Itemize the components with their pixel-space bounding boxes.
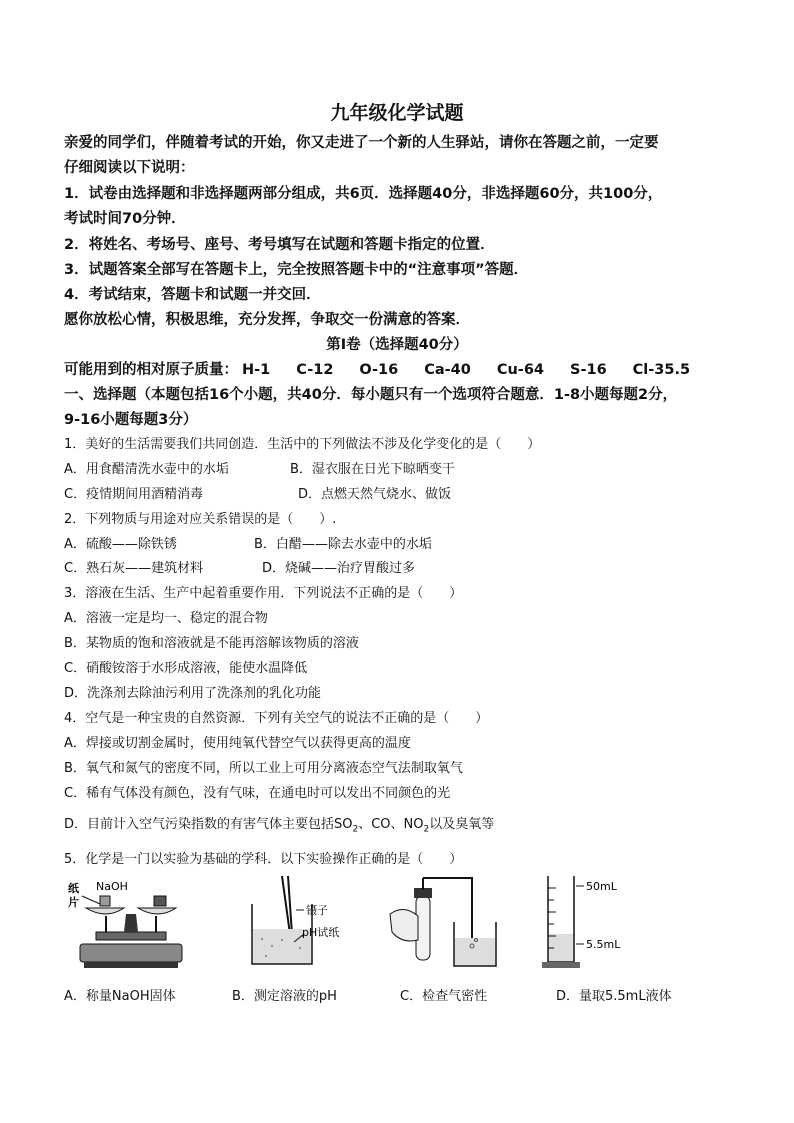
- instruction-4: 4．考试结束，答题卡和试题一并交回．: [64, 287, 321, 303]
- atom-mass: H-1: [242, 362, 271, 378]
- atom-mass: Ca-40: [424, 362, 471, 378]
- figure-caption-b: B．测定溶液的pH: [232, 989, 337, 1004]
- figure-caption-d: D．量取5.5mL液体: [556, 989, 672, 1004]
- atom-mass: O-16: [359, 362, 399, 378]
- fig-label-5-5ml: 5.5mL: [586, 938, 621, 951]
- question-1-options-cd: [64, 483, 451, 502]
- question-1-stem: 1．美好的生活需要我们共同创造．生活中的下列做法不涉及化学变化的是（ ）: [64, 437, 541, 452]
- fig-label-paper-1: 纸: [68, 882, 79, 895]
- atomic-masses: [64, 358, 716, 379]
- question-3-stem: 3．溶液在生活、生产中起着重要作用．下列说法不正确的是（ ）: [64, 586, 463, 601]
- section-heading: 第Ⅰ卷（选择题40分）: [326, 337, 468, 353]
- option-d: D．点燃天然气烧水、做饭: [298, 487, 452, 502]
- intro-line-2: 仔细阅读以下说明：: [64, 160, 195, 176]
- option-b: B．氧气和氮气的密度不同，所以工业上可用分离液态空气法制取氧气: [64, 761, 463, 776]
- fig-label-paper-2: 片: [68, 896, 79, 909]
- instruction-3: 3．试题答案全部写在答题卡上，完全按照答题卡中的“注意事项”答题．: [64, 262, 529, 278]
- atom-mass: C-12: [296, 362, 334, 378]
- page-title: 九年级化学试题: [330, 102, 464, 124]
- option-a: A．溶液一定是均一、稳定的混合物: [64, 611, 268, 626]
- option-a: A．硫酸——除铁锈: [64, 537, 177, 552]
- closing-line: 愿你放松心情，积极思维，充分发挥，争取交一份满意的答案．: [64, 312, 470, 328]
- cylinder-figure: [534, 874, 644, 974]
- instruction-1b: 考试时间70分钟．: [64, 211, 186, 227]
- option-c: C．硝酸铵溶于水形成溶液，能使水温降低: [64, 661, 308, 676]
- option-a: A．焊接或切割金属时，使用纯氧代替空气以获得更高的温度: [64, 736, 411, 751]
- balance-figure: [66, 874, 196, 974]
- part-one-heading-b: 9-16小题每题3分）: [64, 412, 198, 428]
- fig-label-50ml: 50mL: [586, 880, 617, 893]
- question-4-stem: 4．空气是一种宝贵的自然资源．下列有关空气的说法不正确的是（ ）: [64, 711, 489, 726]
- subscript: 2: [423, 824, 430, 835]
- option-b: B．某物质的饱和溶液就是不能再溶解该物质的溶液: [64, 636, 359, 651]
- option-d: D．烧碱——治疗胃酸过多: [262, 561, 416, 576]
- part-one-heading-a: 一、选择题（本题包括16个小题，共40分．每小题只有一个选项符合题意．1-8小题每题2分，: [64, 387, 678, 403]
- ph-test-figure: [242, 874, 362, 974]
- question-1-options-ab: [64, 458, 455, 477]
- atom-mass: S-16: [570, 362, 607, 378]
- subscript: 2: [352, 824, 359, 835]
- figure-caption-c: C．检查气密性: [400, 989, 488, 1004]
- option-d-text: 、CO、NO: [358, 817, 424, 832]
- atom-mass: Cl-35.5: [632, 362, 691, 378]
- fig-label-ph-paper: pH试纸: [302, 926, 340, 939]
- option-d: D．洗涤剂去除油污利用了洗涤剂的乳化功能: [64, 686, 322, 701]
- option-d: [64, 813, 494, 835]
- fig-label-tweezers: 镊子: [306, 904, 328, 917]
- option-c: C．疫情期间用酒精消毒: [64, 487, 204, 502]
- option-b: B．白醋——除去水壶中的水垢: [254, 537, 432, 552]
- intro-line-1: 亲爱的同学们，伴随着考试的开始，你又走进了一个新的人生驿站，请你在答题之前，一定要: [64, 135, 659, 151]
- atoms-label: 可能用到的相对原子质量：: [64, 362, 238, 378]
- question-2-options-cd: [64, 557, 415, 576]
- option-d-text: 以及臭氧等: [429, 817, 495, 832]
- atom-mass: Cu-64: [496, 362, 545, 378]
- question-5-stem: 5．化学是一门以实验为基础的学科．以下实验操作正确的是（ ）: [64, 852, 463, 867]
- fig-label-naoh: NaOH: [96, 880, 128, 893]
- question-2-stem: 2．下列物质与用途对应关系错误的是（ ）.: [64, 512, 337, 527]
- instruction-1a: 1．试卷由选择题和非选择题两部分组成，共6页．选择题40分，非选择题60分，共100分，: [64, 186, 663, 202]
- option-c: C．稀有气体没有颜色，没有气味，在通电时可以发出不同颜色的光: [64, 786, 451, 801]
- airtightness-figure: [384, 874, 504, 974]
- figure-caption-a: A．称量NaOH固体: [64, 989, 176, 1004]
- option-b: B．湿衣服在日光下晾晒变干: [290, 462, 455, 477]
- option-c: C．熟石灰——建筑材料: [64, 561, 204, 576]
- option-d-text: D．目前计入空气污染指数的有害气体主要包括SO: [64, 817, 353, 832]
- question-2-options-ab: [64, 533, 432, 552]
- option-a: A．用食醋清洗水壶中的水垢: [64, 462, 229, 477]
- instruction-2: 2．将姓名、考场号、座号、考号填写在试题和答题卡指定的位置．: [64, 237, 495, 253]
